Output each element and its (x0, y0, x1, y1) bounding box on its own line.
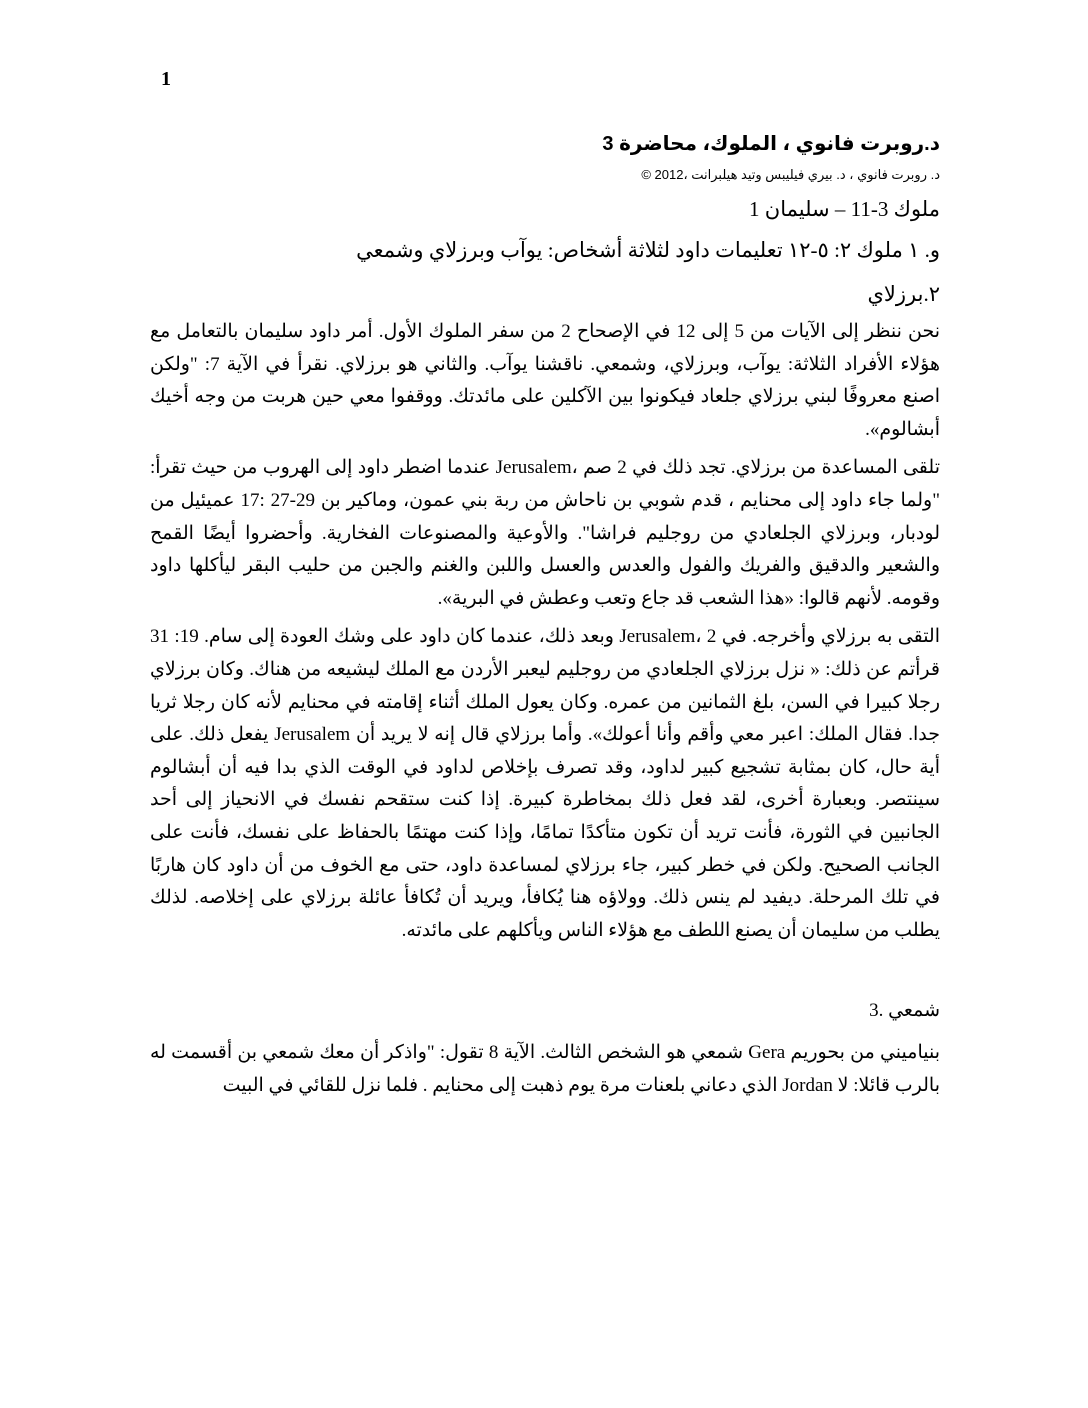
paragraph-barzillai-1: نحن ننظر إلى الآيات من 5 إلى 12 في الإصحاح 2 من سفر الملوك الأول. أمر داود سليمان بالتعامل مع هؤلاء الأفراد الثلاثة: يوآب، وبرزلاي، وشمعي. ناقشنا يوآب. والثاني هو برزلاي. نقرأ في الآية 7: "ولكن اصنع معروفًا لبني برزلاي جلعاد فيكونوا بين الآكلين على مائدتك. ووقفوا معي حين هربت من وجه أخيك أبشالوم». (150, 321, 940, 440)
page-number: 1 (161, 68, 171, 90)
document-body (150, 128, 940, 1102)
copyright-line: د. روبرت فانوي ، د. بيري فيليبس وتيد هيلبرانت ،2012 © (641, 167, 940, 182)
paragraph-shimei-1: بنياميني من بحوريم Gera شمعي هو الشخص الثالث. الآية 8 تقول: "واذكر أن معك شمعي بن أقسمت له بالرب قائلا: لا Jordan الذي دعاني بلعنات مرة يوم ذهبت إلى محنايم . فلما نزل للقائي في البيت (150, 1042, 940, 1096)
paragraph-barzillai-3: التقى به برزلاي وأخرجه. في 2 ،Jerusalem وبعد ذلك، عندما كان داود على وشك العودة إلى سام. 19: 31 قرأتم عن ذلك: « نزل برزلاي الجلعادي من روجليم ليعبر الأردن مع الملك ليشيعه من هناك. وكان برزلاي رجلا كبيرا في السن، بلغ الثمانين من عمره. وكان يعول الملك أثناء إقامته في محنايم لأنه كان رجلا ثريا جدا. فقال الملك: اعبر معي وأقم وأنا أعولك». وأما برزلاي قال إنه لا يريد أن Jerusalem يفعل ذلك. على أية حال، كان بمثابة تشجيع كبير لداود، وقد تصرف بإخلاص لداود في الوقت الذي بدا فيه أن أبشالوم سينتصر. وبعبارة أخرى، لقد فعل ذلك بمخاطرة كبيرة. إذا كنت ستقحم نفسك في الانحياز إلى أحد الجانبين في الثورة، فأنت تريد أن تكون متأكدًا تمامًا، وإذا كنت مهتمًا بالحفاظ على نفسك، فأنت على الجانب الصحيح. ولكن في خطر كبير، جاء برزلاي لمساعدة داود، حتى مع الخوف من أن داود كان هاربًا في تلك المرحلة. ديفيد لم ينس ذلك. وولاؤه هنا يُكافأ، ويريد أن تُكافأ عائلة برزلاي على إخلاصه. لذلك يطلب من سليمان أن يصنع اللطف مع هؤلاء الناس ويأكلهم على مائدته. (150, 626, 941, 941)
section-v-heading: و. ١ ملوك ٢: ٥-١٢ تعليمات داود لثلاثة أشخاص: يوآب وبرزلاي وشمعي (356, 238, 940, 262)
section-shimei-heading: شمعي .3 (869, 1000, 940, 1022)
document-title: د.روبرت فانوي ، الملوك، محاضرة 3 (602, 133, 940, 155)
paragraph-barzillai-2: تلقى المساعدة من برزلاي. تجد ذلك في 2 صم ،Jerusalem عندما اضطر داود إلى الهروب من حيث تقرأ: "ولما جاء داود إلى محنايم ، قدم شوبي بن ناحاش من ربة بني عمون، وماكير بن 29-27 :17 عميئيل من لودبار، وبرزلاي الجلعادي من روجليم فراشا". والأوعية والمصنوعات الفخارية. وأحضروا أيضًا القمح والشعير والدقيق والفريك والفول والعدس والعسل واللبن والغنم والجبن من حليب البقر ليأكلها داود وقومه. لأنهم قالوا: «هذا الشعب قد جاع وتعب وعطش في البرية». (150, 457, 940, 609)
lecture-heading: ملوك 3-11 – سليمان 1 (749, 197, 940, 221)
section-barzillai-heading: ٢.برزلاي (867, 282, 940, 306)
